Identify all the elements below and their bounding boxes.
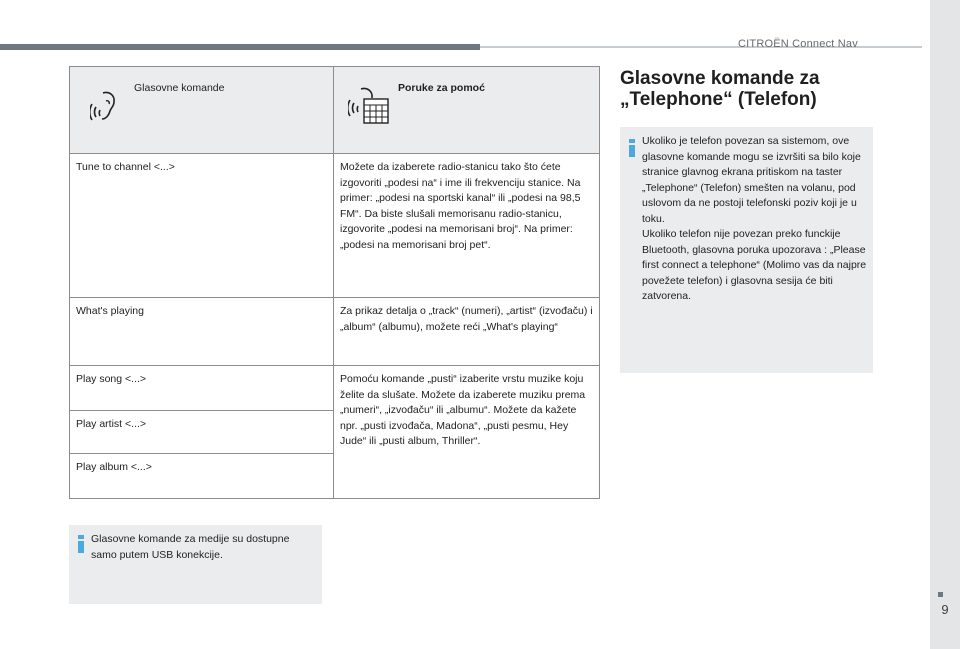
section-title-line1: Glasovne komande za bbox=[620, 68, 820, 89]
info-icon bbox=[78, 535, 84, 553]
command-cell: Tune to channel <...> bbox=[70, 154, 334, 298]
voice-command-icon bbox=[90, 89, 120, 123]
table-header-help bbox=[334, 67, 600, 154]
page-number: 9 bbox=[941, 602, 949, 617]
voice-commands-table bbox=[69, 66, 600, 499]
info-icon bbox=[629, 139, 635, 157]
page-marker bbox=[938, 592, 943, 597]
help-cell: Za prikaz detalja o „track“ (numeri), „artist“ (izvođaču) i „album“ (albumu), možete reći „What's playing“ bbox=[334, 298, 600, 366]
header-bar-dark bbox=[0, 44, 480, 50]
voice-help-icon bbox=[348, 85, 390, 125]
page-side-strip bbox=[930, 0, 960, 649]
telephone-note bbox=[620, 127, 873, 373]
command-cell: What's playing bbox=[70, 298, 334, 366]
command-cell: Play song <...> bbox=[70, 366, 334, 411]
media-usb-note bbox=[69, 525, 322, 604]
table-header-commands bbox=[70, 67, 334, 154]
media-usb-note-text: Glasovne komande za medije su dostupne samo putem USB konekcije. bbox=[91, 533, 290, 561]
help-cell: Možete da izaberete radio-stanicu tako što ćete izgovoriti „podesi na“ i ime ili frekvenciju stanice. Na primer: „podesi na sportski kanal“ ili „podesi na 98,5 FM“. Da biste slušali memorisanu radio-stanicu, izgovorite „podesi na memorisani broj“. Na primer: „podesi na memorisani broj pet“. bbox=[334, 154, 600, 298]
table-row bbox=[70, 154, 600, 298]
table-header-commands-label: Glasovne komande bbox=[134, 82, 225, 94]
telephone-note-text-2: Ukoliko telefon nije povezan preko funckije Bluetooth, glasovna poruka upozorava : „Please first connect a telephone“ (Molimo vas da najpre povežete telefon) i glasovna sesija će biti zatvorena. bbox=[642, 228, 867, 302]
command-cell: Play artist <...> bbox=[70, 411, 334, 454]
telephone-section-title bbox=[620, 68, 920, 110]
table-header-row bbox=[70, 67, 600, 154]
telephone-note-text-1: Ukoliko je telefon povezan sa sistemom, ove glasovne komande mogu se izvršiti sa bilo koje stranice glavnog ekrana pritiskom na taster „Telephone“ (Telefon) smešten na volanu, pod uslovom da ne postoji telefonski poziv koji je u toku. bbox=[642, 135, 861, 225]
help-cell: Pomoću komande „pusti“ izaberite vrstu muzike koju želite da slušate. Možete da izaberete muziku prema „numeri“, „izvođaču“ ili „albumu“. Možete da kažete npr. „pusti izvođača, Madona“, „pusti pesmu, Hey Jude“ ili „pusti album, Thriller“. bbox=[334, 366, 600, 499]
manual-brand-title: CITROËN Connect Nav bbox=[738, 38, 858, 50]
table-row bbox=[70, 366, 600, 411]
table-row bbox=[70, 298, 600, 366]
table-header-help-label: Poruke za pomoć bbox=[398, 82, 485, 94]
command-cell: Play album <...> bbox=[70, 454, 334, 499]
section-title-line2: „Telephone“ (Telefon) bbox=[620, 89, 817, 110]
